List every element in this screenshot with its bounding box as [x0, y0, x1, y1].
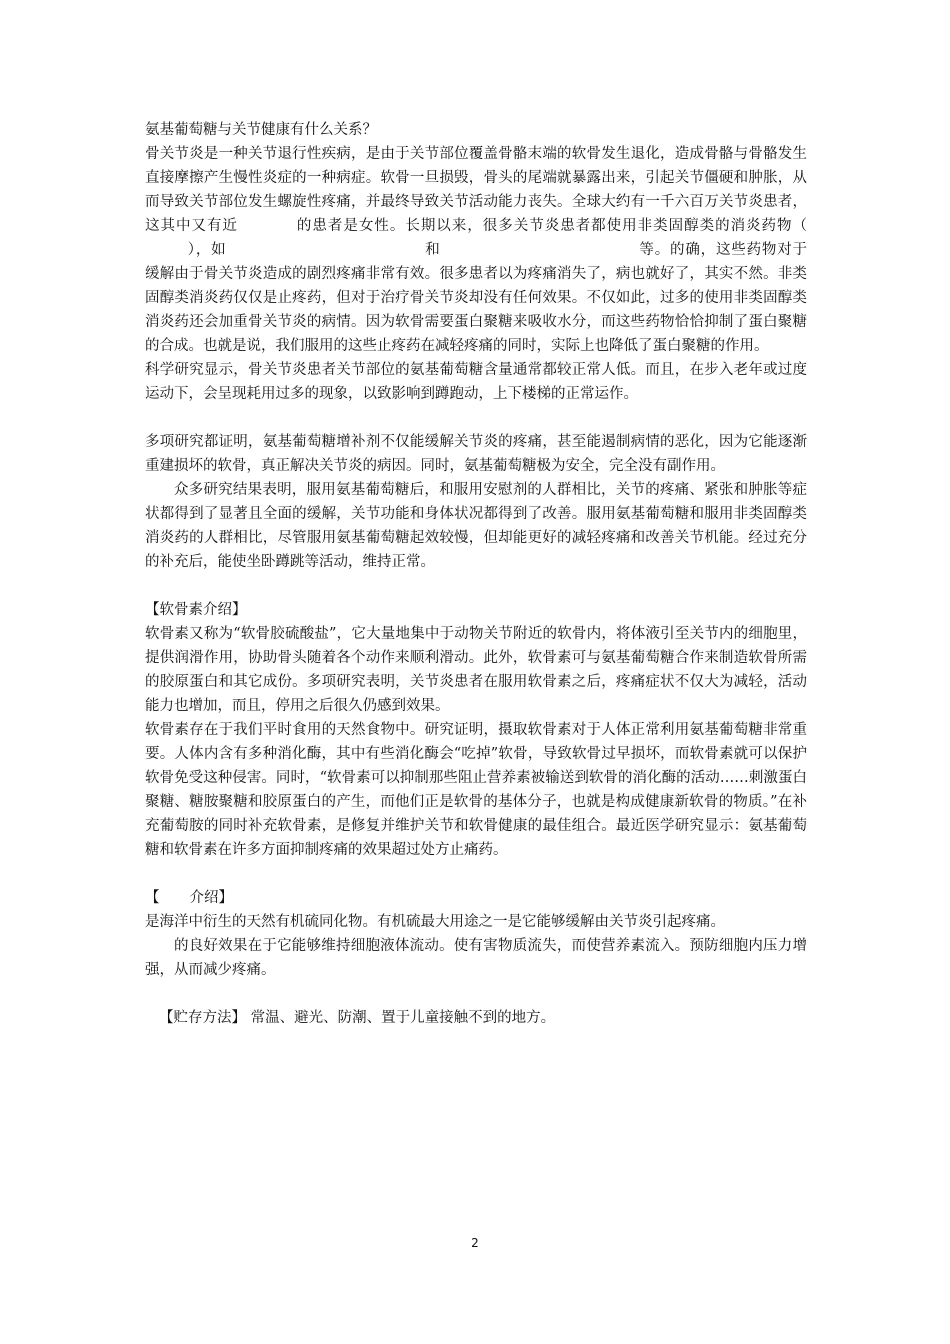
- paragraph-gap: [145, 406, 807, 430]
- paragraph-research: 科学研究显示，骨关节炎患者关节部位的氨基葡萄糖含量通常都较正常人低。而且，在步入老年或过度运动下，会呈现耗用过多的现象，以致影响到蹲跑动，上下楼梯的正常运作。: [145, 362, 807, 402]
- storage-text: 常温、避光、防潮、置于儿童接触不到的地方。: [250, 1010, 556, 1026]
- paragraph-osteoarthritis: [145, 142, 807, 358]
- paragraph-msm-effect: 的良好效果在于它能够维持细胞液体流动。使有害物质流失，而使营养素流入。预防细胞内压力增强，从而减少疼痛。: [145, 938, 807, 978]
- paragraph-osteoarthritis-part-b: 的患者是女性。长期以来，很多关节炎患者都使用非类固醇类的消炎药物（: [295, 218, 808, 234]
- paragraph-gap: [145, 574, 807, 598]
- section-title: 氨基葡萄糖与关节健康有什么关系？: [145, 122, 377, 138]
- paragraph-studies: 多项研究都证明，氨基葡萄糖增补剂不仅能缓解关节炎的疼痛，甚至能遏制病情的恶化，因为它能逐渐重建损坏的软骨，真正解决关节炎的病因。同时，氨基葡萄糖极为安全，完全没有副作用。: [145, 434, 807, 474]
- heading-storage: 【贮存方法】: [159, 1010, 246, 1026]
- heading-chondroitin: 【软骨素介绍】: [145, 602, 247, 618]
- paragraph-chondroitin-intro: 软骨素又称为“软骨胶硫酸盐”，它大量地集中于动物关节附近的软骨内，将体液引至关节内的细胞里，提供润滑作用，协助骨头随着各个动作来顺利滑动。此外，软骨素可与氨基葡萄糖合作来制造软骨所需的胶原蛋白和其它成份。多项研究表明，关节炎患者在服用软骨素之后，疼痛症状不仅大为减轻，活动能力也增加，而且，停用之后很久仍感到效果。: [145, 626, 807, 714]
- paragraph-osteoarthritis-part-c: ），如: [187, 242, 227, 258]
- paragraph-msm-intro: 是海洋中衍生的天然有机硫同化物。有机硫最大用途之一是它能够缓解由关节炎引起疼痛。: [145, 914, 725, 930]
- heading-msm-open: 【: [145, 890, 160, 906]
- paragraph-osteoarthritis-part-d: 和: [424, 242, 441, 258]
- heading-msm: [145, 886, 807, 910]
- paragraph-results: 众多研究结果表明，服用氨基葡萄糖后，和服用安慰剂的人群相比，关节的疼痛、紧张和肿胀等症状都得到了显著且全面的缓解，关节功能和身体状况都得到了改善。服用氨基葡萄糖和服用非类固醇类消炎药的人群相比，尽管服用氨基葡萄糖起效较慢，但却能更好的减轻疼痛和改善关节机能。经过充分的补充后，能使坐卧蹲跳等活动，维持正常。: [145, 482, 807, 570]
- paragraph-chondroitin-benefits: 软骨素存在于我们平时食用的天然食物中。研究证明，摄取软骨素对于人体正常利用氨基葡萄糖非常重要。人体内含有多种消化酶，其中有些消化酶会“吃掉”软骨，导致软骨过早损坏，而软骨素就可以保护软骨免受这种侵害。同时，“软骨素可以抑制那些阻止营养素被输送到软骨的消化酶的活动……刺激蛋白聚糖、糖胺聚糖和胶原蛋白的产生，而他们正是软骨的基体分子，也就是构成健康新软骨的物质。”在补充葡萄胺的同时补充软骨素，是修复并维护关节和软骨健康的最佳组合。最近医学研究显示：氨基葡萄糖和软骨素在许多方面抑制疼痛的效果超过处方止痛药。: [145, 722, 807, 858]
- paragraph-storage: [145, 1006, 807, 1030]
- paragraph-osteoarthritis-part-e: 等。的确，这些药物对于缓解由于骨关节炎造成的剧烈疼痛非常有效。很多患者以为疼痛消失了，病也就好了，其实不然。非类固醇类消炎药仅仅是止疼药，但对于治疗骨关节炎却没有任何效果。不仅如此，过多的使用非类固醇类消炎药还会加重骨关节炎的病情。因为软骨需要蛋白聚糖来吸收水分，而这些药物恰恰抑制了蛋白聚糖的合成。也就是说，我们服用的这些止疼药在减轻疼痛的同时，实际上也降低了蛋白聚糖的作用。: [145, 242, 808, 354]
- paragraph-gap: [145, 862, 807, 886]
- heading-msm-rest: 介绍】: [189, 890, 233, 906]
- document-body: [145, 118, 807, 1030]
- paragraph-gap: [145, 982, 807, 1006]
- page-number: 2: [471, 1236, 479, 1250]
- paragraph-osteoarthritis-part-a: 骨关节炎是一种关节退行性疾病，是由于关节部位覆盖骨骼末端的软骨发生退化，造成骨骼与骨骼发生直接摩擦产生慢性炎症的一种病症。软骨一旦损毁，骨头的尾端就暴露出来，引起关节僵硬和肿胀，从而导致关节部位发生螺旋性疼痛，并最终导致关节活动能力丧失。全球大约有一千六百万关节炎患者，这其中又有近: [145, 146, 807, 234]
